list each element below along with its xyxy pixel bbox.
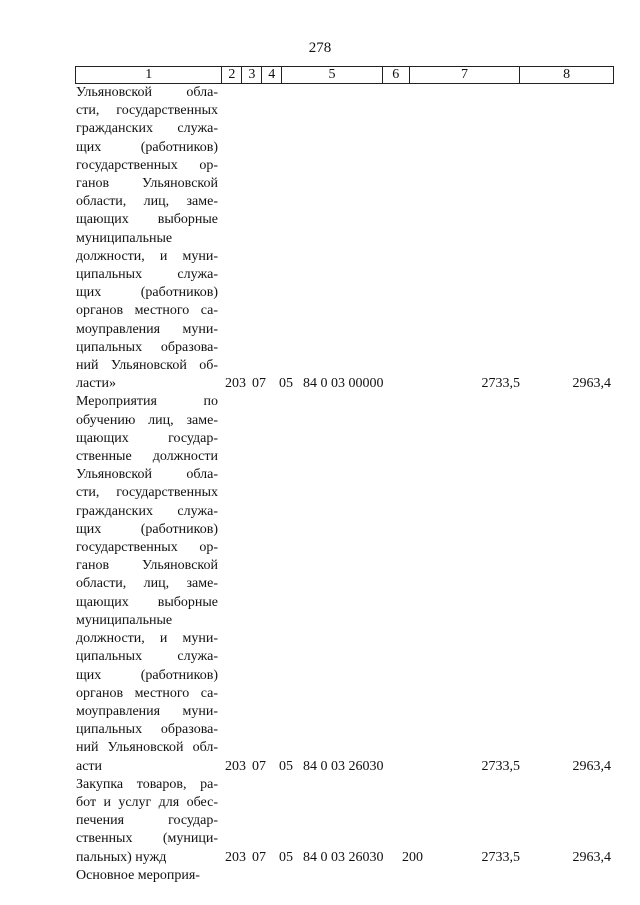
cell-amount-1: 2733,5 — [481, 376, 520, 392]
row-name-line: муниципальные — [76, 612, 173, 628]
table-body — [0, 84, 640, 885]
row-name-line: сти, государственных — [76, 485, 218, 501]
row-name-line: щающих выборные — [76, 594, 218, 610]
cell-subsection: 05 — [279, 849, 293, 865]
row-name-line: Основное мероприя- — [76, 867, 200, 883]
header-col-3: 3 — [242, 67, 262, 83]
row-name-line: области, лиц, заме- — [76, 194, 218, 210]
row-name-line: органов местного са- — [76, 685, 218, 701]
row-name-line: щих (работников) — [76, 139, 218, 155]
cell-target-article: 84 0 03 00000 — [303, 376, 384, 392]
header-col-1: 1 — [76, 67, 222, 83]
row-name-line: щающих выборные — [76, 212, 218, 228]
header-col-7: 7 — [410, 67, 521, 83]
table-row — [0, 84, 640, 393]
row-name-line: ний Ульяновской об- — [76, 358, 218, 374]
header-col-8: 8 — [563, 67, 571, 82]
cell-grbs: 203 — [225, 758, 246, 774]
table-row — [0, 867, 640, 885]
row-name-line: гражданских служа- — [76, 121, 218, 137]
cell-expense-type: 200 — [402, 849, 423, 865]
header-col-4: 4 — [262, 67, 282, 83]
row-name-line: ласти» — [76, 376, 117, 392]
cell-amount-2: 2963,4 — [572, 758, 611, 774]
cell-section: 07 — [252, 376, 266, 392]
cell-subsection: 05 — [279, 376, 293, 392]
row-name-line: моуправления муни- — [76, 703, 218, 719]
row-name-line: Закупка товаров, ра- — [76, 776, 218, 792]
row-name-line: органов местного са- — [76, 303, 218, 319]
row-name — [76, 393, 218, 775]
row-name-line: государственных ор- — [76, 540, 218, 556]
row-name — [76, 84, 218, 393]
row-name-line: ципальных образова- — [76, 722, 218, 738]
cell-amount-2: 2963,4 — [572, 376, 611, 392]
row-name-line: Мероприятия по — [76, 394, 218, 410]
row-name-line: должности, и муни- — [76, 631, 218, 647]
row-name-line: ганов Ульяновской — [76, 558, 218, 574]
cell-section: 07 — [252, 849, 266, 865]
row-name-line: щающих государ- — [76, 430, 218, 446]
row-name-line: государственных ор- — [76, 157, 218, 173]
cell-section: 07 — [252, 758, 266, 774]
page-number: 278 — [308, 40, 332, 56]
cell-grbs: 203 — [225, 849, 246, 865]
table-header — [75, 66, 614, 84]
table-row — [0, 776, 640, 867]
row-name-line: ципальных образова- — [76, 339, 218, 355]
row-name-line: щих (работников) — [76, 667, 218, 683]
cell-target-article: 84 0 03 26030 — [303, 758, 384, 774]
table-row — [0, 393, 640, 775]
row-name-line: Ульяновской обла- — [76, 467, 218, 483]
row-name-line: асти — [76, 758, 103, 774]
row-name-line: должности, и муни- — [76, 248, 218, 264]
header-col-2: 2 — [222, 67, 242, 83]
header-col-6: 6 — [383, 67, 410, 83]
row-name-line: муниципальные — [76, 230, 173, 246]
cell-amount-2: 2963,4 — [572, 849, 611, 865]
row-name-line: щих (работников) — [76, 285, 218, 301]
row-name-line: печения государ- — [76, 813, 218, 829]
row-name-line: ственных (муници- — [76, 831, 218, 847]
row-name-line: щих (работников) — [76, 521, 218, 537]
row-name-line: сти, государственных — [76, 103, 218, 119]
cell-grbs: 203 — [225, 376, 246, 392]
row-name-line: ганов Ульяновской — [76, 176, 218, 192]
row-name — [76, 867, 218, 885]
cell-subsection: 05 — [279, 758, 293, 774]
row-name-line: области, лиц, заме- — [76, 576, 218, 592]
header-col-5: 5 — [282, 67, 383, 83]
cell-amount-1: 2733,5 — [481, 758, 520, 774]
row-name-line: ственные должности — [76, 449, 218, 465]
row-name-line: пальных) нужд — [76, 849, 167, 865]
cell-amount-1: 2733,5 — [481, 849, 520, 865]
row-name-line: гражданских служа- — [76, 503, 218, 519]
row-name — [76, 776, 218, 867]
row-name-line: бот и услуг для обес- — [76, 794, 218, 810]
row-name-line: ципальных служа- — [76, 649, 218, 665]
row-name-line: обучению лиц, заме- — [76, 412, 218, 428]
row-name-line: моуправления муни- — [76, 321, 218, 337]
row-name-line: Ульяновской обла- — [76, 85, 218, 100]
row-name-line: ний Ульяновской обл- — [76, 740, 218, 756]
row-name-line: ципальных служа- — [76, 267, 218, 283]
cell-target-article: 84 0 03 26030 — [303, 849, 384, 865]
